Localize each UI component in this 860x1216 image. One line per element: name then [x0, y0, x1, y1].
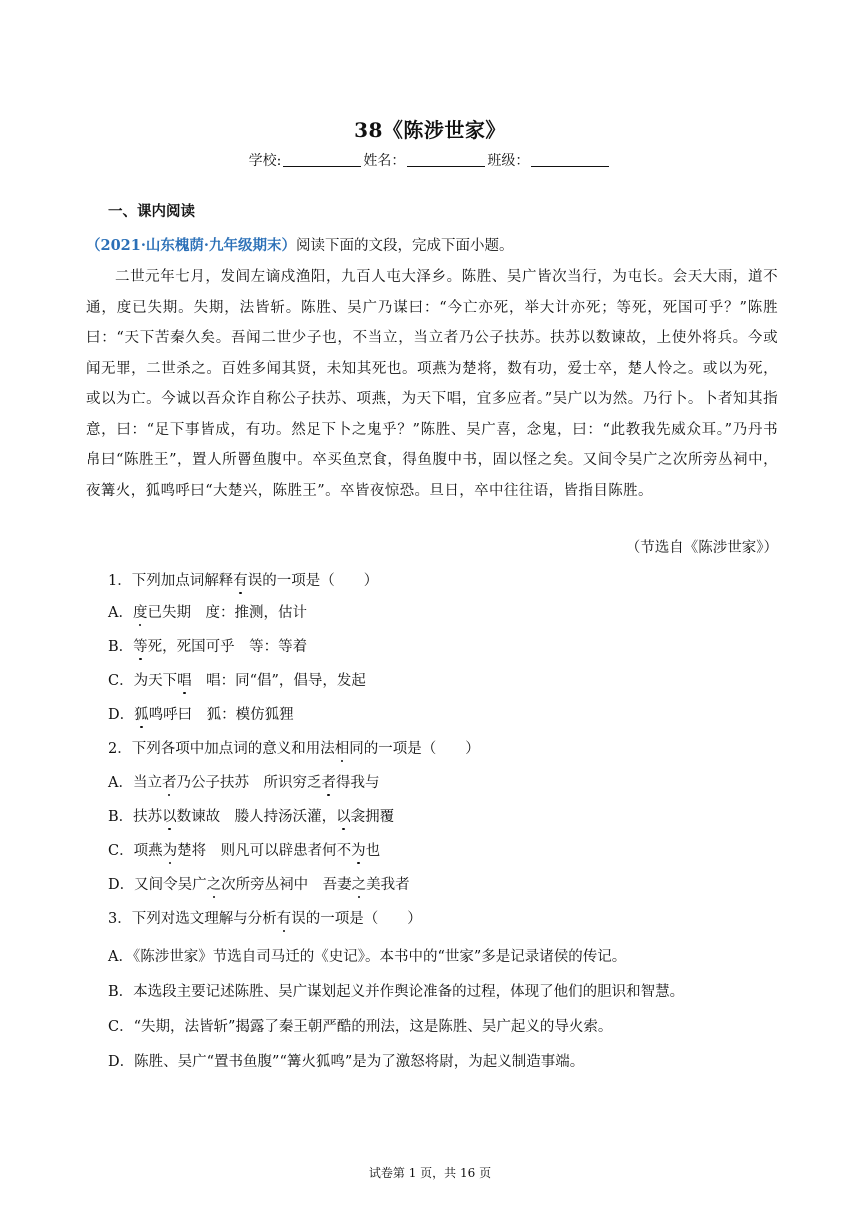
question-1-option-d[interactable]: D．狐鸣呼曰 狐：模仿狐狸: [108, 707, 294, 723]
source-line: [86, 234, 513, 255]
page-title: 38《陈涉世家》: [354, 118, 506, 142]
question-3-stem: 3．下列对选文理解与分析有误的一项是（ ）: [108, 911, 422, 927]
question-1-option-c[interactable]: C．为天下唱 唱：同“倡”，倡导，发起: [108, 673, 366, 689]
student-info-line: [0, 150, 860, 170]
reading-passage: 二世元年七月，发闾左谪戍渔阳，九百人屯大泽乡。陈胜、吴广皆次当行，为屯长。会天大雨，道不通，度已失期。失期，法皆斩。陈胜、吴广乃谋曰：“今亡亦死，举大计亦死；等死，死国可乎？”陈胜曰：“天下苦秦久矣。吾闻二世少子也，不当立，当立者乃公子扶苏。扶苏以数谏故，上使外将兵。今或闻无罪，二世杀之。百姓多闻其贤，未知其死也。项燕为楚将，数有功，爱士卒，楚人怜之。或以为死，或以为亡。今诚以吾众诈自称公子扶苏、项燕，为天下唱，宜多应者。”吴广以为然。乃行卜。卜者知其指意，曰：“足下事皆成，有功。然足下卜之鬼乎？”陈胜、吴广喜，念鬼，曰：“此教我先威众耳。”乃丹书帛曰“陈胜王”，置人所罾鱼腹中。卒买鱼烹食，得鱼腹中书，固以怪之矣。又间令吴广之次所旁丛祠中，夜篝火，狐鸣呼曰“大楚兴，陈胜王”。卒皆夜惊恐。旦日，卒中往往语，皆指目陈胜。: [86, 269, 778, 499]
question-2-option-d[interactable]: D．又间令吴广之次所旁丛祠中 吾妻之美我者: [108, 877, 410, 893]
question-1-option-b[interactable]: B．等死，死国可乎 等：等着: [108, 639, 308, 655]
question-2-option-c[interactable]: C．项燕为楚将 则凡可以辟患者何不为也: [108, 843, 381, 859]
class-blank[interactable]: [531, 152, 609, 167]
source-instruction: 阅读下面的文段，完成下面小题。: [295, 238, 514, 254]
question-3-option-c[interactable]: C．“失期，法皆斩”揭露了秦王朝严酷的刑法，这是陈胜、吴广起义的导火索。: [108, 1019, 613, 1035]
name-label: 姓名：: [363, 153, 406, 169]
question-2-option-b[interactable]: B．扶苏以数谏故 媵人持汤沃灌，以衾拥覆: [108, 809, 395, 825]
question-1-option-a[interactable]: A．度已失期 度：推测，估计: [108, 605, 307, 621]
school-blank[interactable]: [283, 152, 361, 167]
question-3-option-b[interactable]: B．本选段主要记述陈胜、吴广谋划起义并作舆论准备的过程，体现了他们的胆识和智慧。: [108, 984, 685, 1000]
source-tag: （2021·山东槐荫·九年级期末）: [86, 237, 296, 254]
question-2-option-a[interactable]: A．当立者乃公子扶苏 所识穷乏者得我与: [108, 775, 380, 791]
school-label: 学校:: [248, 153, 282, 169]
question-3-option-d[interactable]: D．陈胜、吴广“置书鱼腹”“篝火狐鸣”是为了激怒将尉，为起义制造事端。: [108, 1054, 585, 1070]
question-1-stem: 1．下列加点词解释有误的一项是（ ）: [108, 573, 379, 589]
page-footer: 试卷第 1 页，共 16 页: [368, 1166, 492, 1180]
passage-source: （节选自《陈涉世家》）: [625, 540, 778, 556]
class-label: 班级：: [487, 153, 530, 169]
section-heading: 一、课内阅读: [108, 203, 195, 220]
question-2-stem: 2．下列各项中加点词的意义和用法相同的一项是（ ）: [108, 741, 480, 757]
name-blank[interactable]: [407, 152, 485, 167]
question-3-option-a[interactable]: A．《陈涉世家》节选自司马迁的《史记》。本书中的“世家”多是记录诸侯的传记。: [108, 949, 627, 965]
